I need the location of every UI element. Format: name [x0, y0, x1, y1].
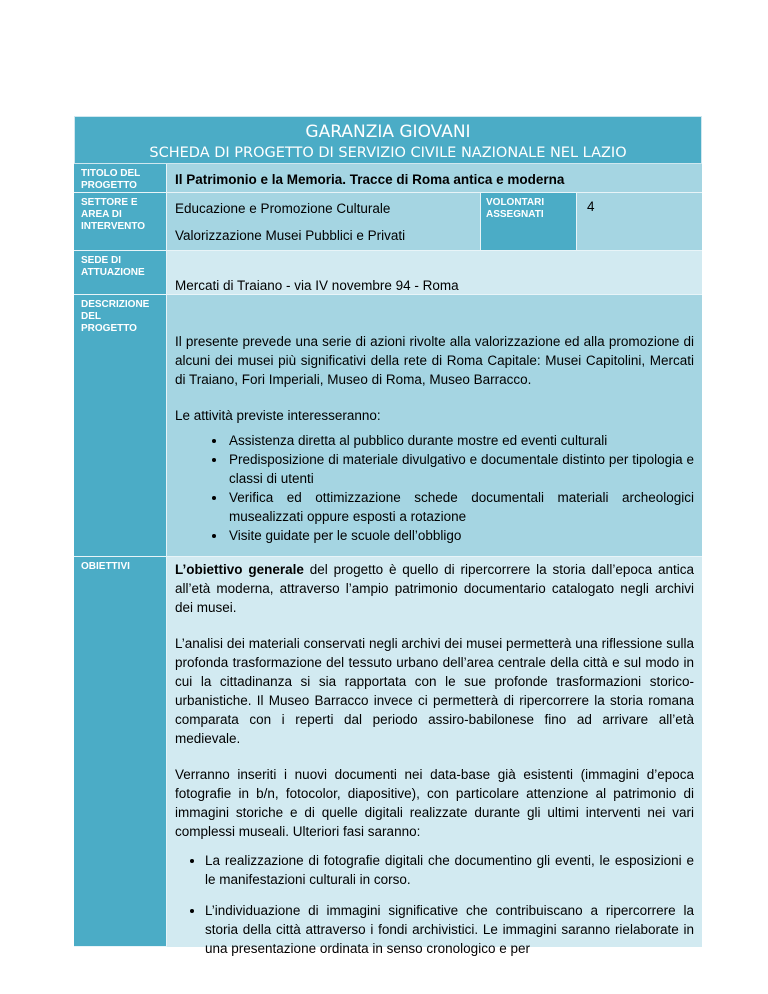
label-obiettivi: OBIETTIVI	[74, 557, 167, 947]
settore-line-2: Valorizzazione Musei Pubblici e Privati	[175, 228, 406, 243]
sheet-title: GARANZIA GIOVANI	[305, 122, 471, 142]
sheet-subtitle: SCHEDA DI PROGETTO DI SERVIZIO CIVILE NAZIONALE NEL LAZIO	[149, 145, 627, 161]
list-item: • Predisposizione di materiale divulgativo e documentale distinto per tipologia e classi di utenti	[227, 450, 694, 488]
row-settore	[74, 193, 702, 251]
list-item: • La realizzazione di fotografie digitali che documentino gli eventi, le esposizioni e le manifestazioni culturali in corso.	[205, 851, 694, 889]
list-item: • Assistenza diretta al pubblico durante mostre ed eventi culturali	[227, 431, 694, 450]
project-title: Il Patrimonio e la Memoria. Tracce di Roma antica e moderna	[167, 164, 702, 193]
settore-values	[167, 193, 480, 251]
phases-list	[175, 851, 694, 958]
label-settore: SETTORE E AREA DI INTERVENTO	[74, 193, 167, 251]
label-volontari: VOLONTARI ASSEGNATI	[480, 193, 577, 251]
list-item: • Verifica ed ottimizzazione schede documentali materiali archeologici musealizzati oppure esposti a rotazione	[227, 488, 694, 526]
row-obiettivi	[74, 557, 702, 956]
volontari-count: 4	[577, 193, 702, 251]
obiettivi-paragraph-1: L’obiettivo generale del progetto è quello di ripercorrere la storia dall’epoca antica all’età moderna, attraverso l’ampio patrimonio documentario catalogato negli archivi dei musei.	[175, 562, 694, 615]
label-descrizione: DESCRIZIONE DEL PROGETTO	[74, 295, 167, 557]
label-titolo: TITOLO DEL PROGETTO	[74, 164, 167, 193]
obiettivi-content	[167, 557, 702, 956]
sheet-header	[74, 116, 702, 164]
row-titolo	[74, 164, 702, 193]
obiettivi-paragraph-3: Verranno inseriti i nuovi documenti nei data-base già esistenti (immagini d’epoca fotografie in b/n, fotocolor, diapositive), con particolare attenzione al patrimonio di immagini storiche e di quelle digitali realizzate durante gli ultimi interventi nei vari complessi museali. Ulteriori fasi saranno:	[175, 767, 694, 839]
descrizione-content	[167, 295, 702, 557]
row-descrizione	[74, 295, 702, 557]
label-sede: SEDE DI ATTUAZIONE	[74, 251, 167, 295]
project-sheet	[74, 116, 702, 956]
sede-value: Mercati di Traiano - via IV novembre 94 - Roma	[167, 251, 702, 295]
list-item: • L’individuazione di immagini significative che contribuiscano a ripercorrere la storia della città attraverso i fondi archivistici. Le immagini saranno rielaborate in una presentazione ordinata in senso cronologico e per	[205, 901, 694, 958]
descrizione-intro: Il presente prevede una serie di azioni rivolte alla valorizzazione ed alla promozione di alcuni dei musei più significativi della rete di Roma Capitale: Musei Capitolini, Mercati di Traiano, Fori Imperiali, Museo di Roma, Museo Barracco.	[175, 334, 694, 387]
activity-list	[175, 431, 694, 545]
obiettivi-paragraph-2: L’analisi dei materiali conservati negli archivi dei musei permetterà una riflessione sulla profonda trasformazione del tessuto urbano dell’area centrale della città e sul modo in cui la cittadinanza si sia rapportata con le sue profonde trasformazioni storico-urbanistiche. Il Museo Barracco invece ci permetterà di ripercorrere la storia romana comparata con i reperti dal periodo assiro-babilonese fino ad arrivare all’età medievale.	[175, 636, 694, 746]
descrizione-lead: Le attività previste interesseranno:	[175, 408, 381, 423]
list-item: • Visite guidate per le scuole dell’obbligo	[227, 526, 694, 545]
row-sede	[74, 251, 702, 295]
settore-line-1: Educazione e Promozione Culturale	[175, 201, 391, 216]
